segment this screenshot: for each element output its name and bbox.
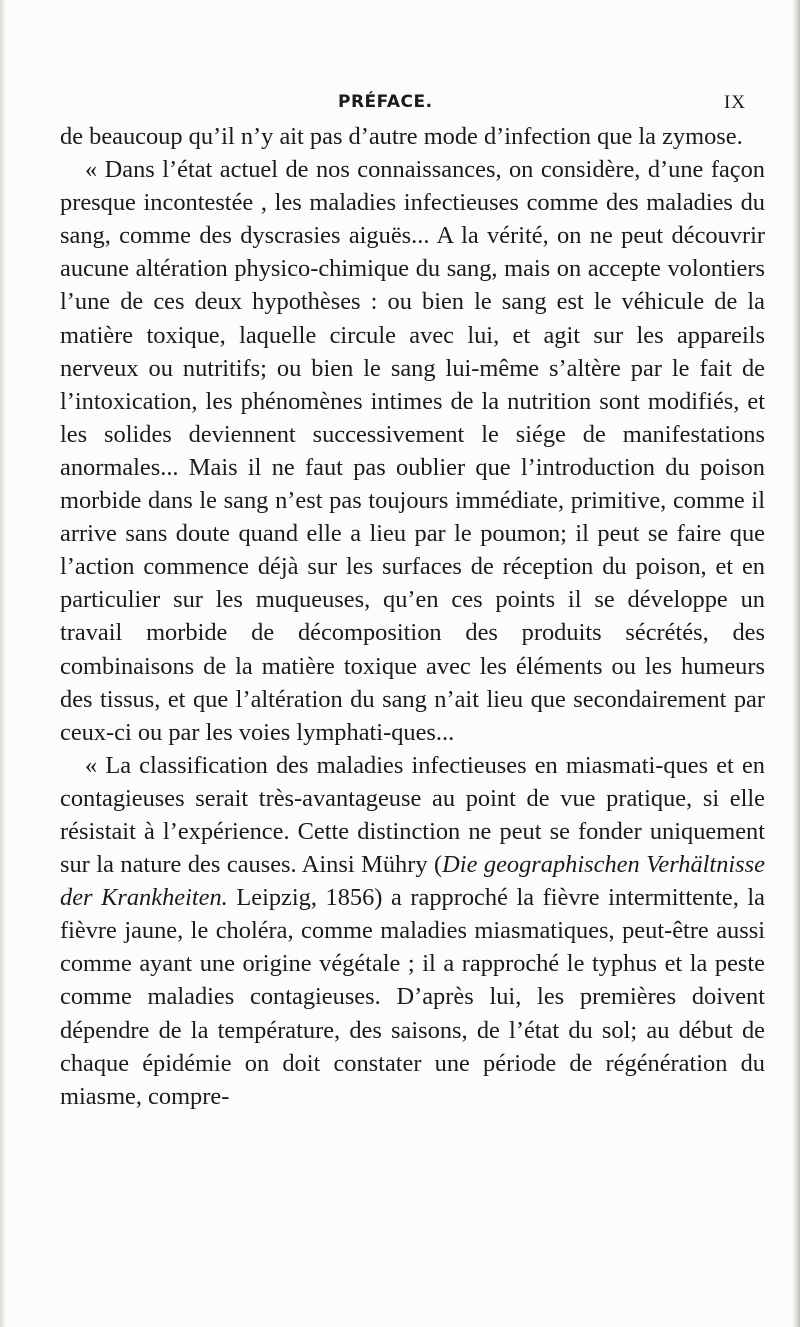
page-number: IX (723, 92, 746, 113)
paragraph-continuation: de beaucoup qu’il n’y ait pas d’autre mode d’infection que la zymose. (60, 123, 743, 150)
body-text (60, 120, 765, 1113)
paragraph-quote-classification (60, 749, 765, 1113)
paragraph-text-end: Leipzig, 1856) a rapproché la fièvre intermittente, la fièvre jaune, le choléra, comme maladies miasmatiques, peut-être aussi comme ayant une origine végétale ; il a rapproché le typhus et la peste comme maladies contagieuses. D’après lui, les premières doivent dépendre de la température, des saisons, de l’état du sol; au début de chaque épidémie on doit constater une période de régénération du miasme, compre- (60, 884, 765, 1110)
cited-work-title: Die geographischen Verhältnisse der Krankheiten. (60, 851, 765, 912)
paragraph-quote-infection: « Dans l’état actuel de nos connaissances, on considère, d’une façon presque incontestée , les maladies infectieuses comme des maladies du sang, comme des dyscrasies aiguës... A la vérité, on ne peut découvrir aucune altération physico-chimique du sang, mais on accepte volontiers l’une de ces deux hypothèses : ou bien le sang est le véhicule de la matière toxique, laquelle circule avec lui, et agit sur les appareils nerveux ou nutritifs; ou bien le sang lui-même s’altère par le fait de l’intoxication, les phénomènes intimes de la nutrition sont modifiés, et les solides deviennent successivement le siége de manifestations anormales... Mais il ne faut pas oublier que l’introduction du poison morbide dans le sang n’est pas toujours immédiate, primitive, comme il arrive sans doute quand elle a lieu par le poumon; il peut se faire que l’action commence déjà sur les surfaces de réception du poison, et en particulier sur les muqueuses, qu’en ces points il se développe un travail morbide de décomposition des produits sécrétés, des combinaisons de la matière toxique avec les éléments ou les humeurs des tissus, et que l’altération du sang n’ait lieu que secondairement par ceux-ci ou par les voies lymphati-ques... (60, 156, 765, 746)
running-head (60, 92, 766, 116)
page-left-edge (0, 0, 6, 1327)
page-binding-edge (792, 0, 800, 1327)
paragraph-text-start: « La classification des maladies infectieuses en miasmati-ques et en contagieuses serait très-avantageuse au point de vue pratique, si elle résistait à l’expérience. Cette distinction ne peut se fonder uniquement sur la nature des causes. Ainsi Mühry ( (60, 751, 765, 879)
running-head-title: PRÉFACE. (338, 92, 433, 112)
